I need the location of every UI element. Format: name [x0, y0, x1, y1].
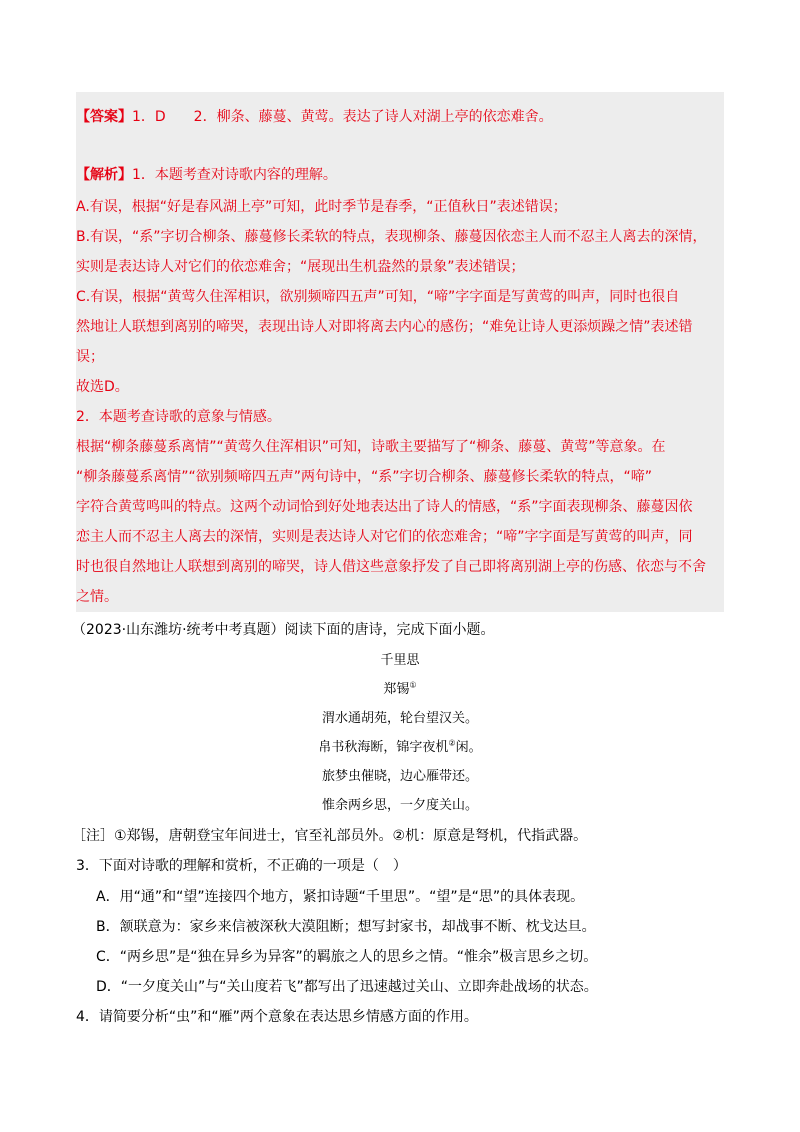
analysis-q1-intro: 1．本题考查对诗歌内容的理解。 — [132, 167, 337, 183]
question-3-stem: 3．下面对诗歌的理解和赏析，不正确的一项是（ ） — [76, 858, 407, 874]
analysis-line: 字符合黄莺鸣叫的特点。这两个动词恰到好处地表达出了诗人的情感，“系”字面表现柳条、藤蔓因依 — [76, 499, 693, 515]
analysis-header — [76, 165, 337, 185]
question-3-option-d: D．“一夕度关山”与“关山度若飞”都写出了迅速越过关山、立即奔赴战场的状态。 — [96, 979, 598, 995]
analysis-line: 故选D。 — [76, 379, 129, 395]
analysis-line: A.有误，根据“好是春风湖上亭”可知，此时季节是春季，“正值秋日”表述错误； — [76, 199, 567, 215]
footnote-marker: ② — [448, 738, 456, 748]
analysis-line: 实则是表达诗人对它们的依恋难舍；“展现出生机盎然的景象”表述错误； — [76, 259, 525, 275]
poem-notes: ［注］①郑锡，唐朝登宝年间进士，官至礼部员外。②机：原意是弩机，代指武器。 — [72, 828, 588, 844]
footnote-marker: ① — [409, 680, 417, 690]
poem-line-3: 旅梦虫催晓，边心雁带还。 — [321, 769, 478, 784]
poem-author — [0, 680, 800, 700]
analysis-line: “柳条藤蔓系离情”“欲别频啼四五声”两句诗中，“系”字切合柳条、藤蔓修长柔软的特点，“啼” — [76, 469, 653, 485]
poem-line-2: 帛书秋海断，锦字夜机②闲。 — [318, 738, 482, 755]
answer-line — [76, 107, 553, 127]
analysis-line: 之情。 — [76, 589, 118, 605]
question-3-option-a: A．用“通”和“望”连接四个地方，紧扣诗题“千里思”。“望”是“思”的具体表现。 — [96, 889, 585, 905]
analysis-tag: 【解析】 — [76, 167, 132, 183]
answer-text: 1．D 2．柳条、藤蔓、黄莺。表达了诗人对湖上亭的依恋难舍。 — [132, 109, 553, 125]
poem-title: 千里思 — [380, 653, 420, 668]
analysis-line: C.有误，根据“黄莺久住浑相识，欲别频啼四五声”可知，“啼”字字面是写黄莺的叫声，同时也很自 — [76, 289, 680, 305]
question-4-stem: 4．请简要分析“虫”和“雁”两个意象在表达思乡情感方面的作用。 — [76, 1009, 478, 1025]
question-intro: （2023·山东潍坊·统考中考真题）阅读下面的唐诗，完成下面小题。 — [72, 622, 495, 638]
analysis-line: 2．本题考查诗歌的意象与情感。 — [76, 409, 281, 425]
poem-line-4: 惟余两乡思，一夕度关山。 — [321, 798, 478, 813]
answer-tag: 【答案】 — [76, 109, 132, 125]
poem-line-1: 渭水通胡苑，轮台望汉关。 — [321, 711, 478, 726]
poem-author-name: 郑锡 — [383, 682, 410, 697]
analysis-line: 时也很自然地让人联想到离别的啼哭，诗人借这些意象抒发了自己即将离别湖上亭的伤感、依恋与不舍 — [76, 559, 706, 575]
question-3-option-c: C．“两乡思”是“独在异乡为异客”的羁旅之人的思乡之情。“惟余”极言思乡之切。 — [96, 949, 598, 965]
analysis-line: 然地让人联想到离别的啼哭，表现出诗人对即将离去内心的感伤；“难免让诗人更添烦躁之情”表述错 — [76, 319, 693, 335]
analysis-line: 恋主人而不忍主人离去的深情，实则是表达诗人对它们的依恋难舍；“啼”字字面是写黄莺的叫声，同 — [76, 529, 693, 545]
analysis-line: 误； — [76, 349, 104, 365]
question-3-option-b: B．颔联意为：家乡来信被深秋大漠阻断；想写封家书，却战事不断、枕戈达旦。 — [96, 919, 596, 935]
analysis-line: B.有误，“系”字切合柳条、藤蔓修长柔软的特点，表现柳条、藤蔓因依恋主人而不忍主人离去的深情， — [76, 229, 707, 245]
analysis-line: 根据“柳条藤蔓系离情”“黄莺久住浑相识”可知，诗歌主要描写了“柳条、藤蔓、黄莺”等意象。在 — [76, 439, 666, 455]
